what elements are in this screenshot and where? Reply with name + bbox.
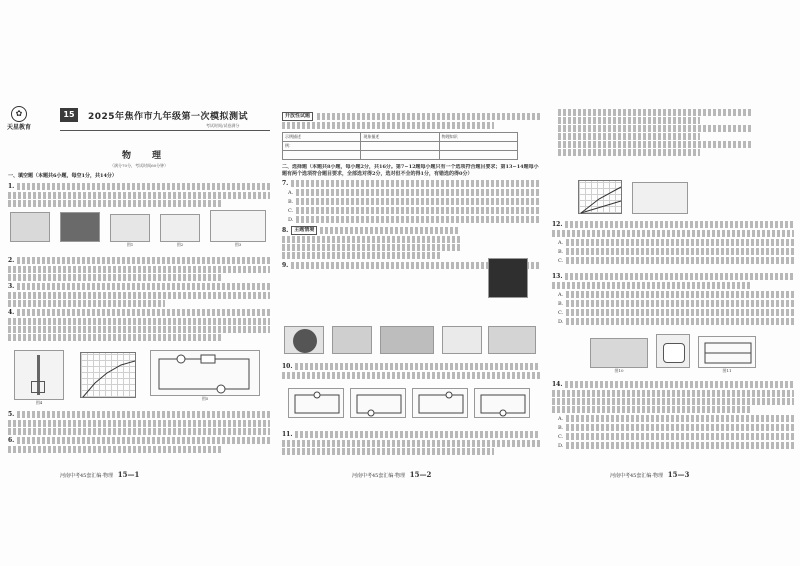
- figure-caption: 图2: [176, 242, 184, 247]
- question-text: [8, 300, 165, 307]
- question-6-number: 6.: [8, 437, 15, 444]
- figure-caption: 图11: [722, 368, 732, 373]
- footer-page-number: 15—3: [667, 470, 690, 479]
- question-text: [17, 183, 270, 190]
- question-7-number: 7.: [282, 180, 289, 187]
- question-text: [8, 266, 270, 273]
- option-text: [566, 424, 794, 431]
- figure-9a: [284, 326, 324, 354]
- score-info: （满分70分，考试时间60分钟）: [110, 163, 169, 168]
- option-d: D.: [558, 318, 564, 325]
- option-a: A.: [558, 291, 564, 298]
- option-text: [558, 133, 700, 140]
- logo-text: 天星教育: [6, 124, 31, 131]
- page-3-footer: [610, 470, 689, 479]
- graph-curve: [81, 353, 137, 399]
- figure-9c: [380, 326, 434, 354]
- footer-page-number: 15—2: [409, 470, 432, 479]
- option-text: [558, 109, 752, 116]
- question-text: [8, 292, 270, 299]
- question-text: [295, 431, 540, 438]
- figure-2: [160, 214, 200, 247]
- question-text: [282, 440, 540, 447]
- question-8-number: 8.: [282, 227, 289, 234]
- figure-graph-2: [578, 180, 622, 214]
- option-text: [566, 415, 794, 422]
- question-text: [8, 192, 270, 199]
- question-9-number: 9.: [282, 262, 289, 269]
- question-13: [552, 272, 794, 336]
- figure-container: [632, 182, 688, 214]
- question-text: [565, 381, 794, 388]
- figure-caption: 图5: [201, 396, 209, 401]
- table-header: 物理知识: [439, 133, 517, 142]
- option-text: [296, 207, 540, 214]
- option-text: [296, 198, 540, 205]
- question-text: [552, 282, 750, 289]
- question-text: [317, 113, 540, 120]
- option-text: [566, 239, 794, 246]
- figure-9e: [488, 326, 536, 354]
- option-c: C.: [288, 207, 294, 214]
- question-text: [552, 390, 794, 397]
- figure-9d: [442, 326, 482, 354]
- option-b: B.: [558, 424, 564, 431]
- question-text: [17, 283, 270, 290]
- option-text: [566, 309, 794, 316]
- question-text: [8, 318, 270, 325]
- question-4-number: 4.: [8, 309, 15, 316]
- option-a: A.: [558, 239, 564, 246]
- figure-11-circuit: [698, 336, 756, 373]
- question-11: [282, 430, 540, 464]
- header-rule: [60, 130, 270, 131]
- section-1-heading: 一、填空题（本题共6小题，每空1分，共14分）: [8, 173, 117, 179]
- option-circuit-b: [350, 388, 406, 418]
- question-13-number: 13.: [552, 273, 563, 280]
- option-c: C.: [558, 433, 564, 440]
- option-a: A.: [558, 415, 564, 422]
- option-text: [566, 318, 794, 325]
- question-text: [17, 257, 270, 264]
- footer-page-number: 15—1: [117, 470, 140, 479]
- figure-caption: 图3: [234, 242, 242, 247]
- page-2-footer: [352, 470, 431, 479]
- option-text: [566, 442, 794, 449]
- question-text: [8, 446, 223, 453]
- question-14: [552, 380, 794, 466]
- question-11-number: 11.: [282, 431, 293, 438]
- open-question-label: 开放性试题: [282, 112, 313, 121]
- figure-graph: [80, 352, 136, 398]
- context-label: 主题情境: [291, 226, 317, 235]
- question-text: [8, 420, 270, 427]
- figure-10: [590, 338, 648, 373]
- figure-caption: 图1: [126, 242, 134, 247]
- table-cell: [439, 151, 517, 160]
- option-text: [558, 141, 752, 148]
- option-d: D.: [558, 442, 564, 449]
- option-c: C.: [558, 309, 564, 316]
- exam-title: 2025年焦作市九年级第一次模拟测试: [88, 112, 249, 122]
- question-1-number: 1.: [8, 183, 15, 190]
- option-circuit-a: [288, 388, 344, 418]
- section-2-heading: 二、选择题（本题共8小题，每小题2分，共16分。第7~12题每小题只有一个选项符合题目要求；第13~14题每小题有两个选项符合题目要求，全部选对得2分，选对但不全的得1分，有错选的得0分）: [282, 164, 539, 177]
- figure-caption: 图10: [614, 368, 624, 373]
- star-logo-icon: ✿: [11, 106, 27, 122]
- table-cell: [439, 142, 517, 151]
- question-2-number: 2.: [8, 257, 15, 264]
- option-text: [558, 149, 700, 156]
- exam-meta: 考试时间/试卷满分: [206, 123, 240, 128]
- circuit-diagram: [151, 351, 261, 397]
- option-d: D.: [288, 216, 294, 223]
- question-3-number: 3.: [8, 283, 15, 290]
- option-text: [566, 300, 794, 307]
- figure-1a: [10, 212, 50, 242]
- question-text: [8, 334, 223, 341]
- question-10: [282, 362, 540, 382]
- question-text: [282, 122, 494, 129]
- table-cell: [361, 151, 439, 160]
- subject-title: 物 理: [122, 151, 168, 161]
- option-text: [566, 433, 794, 440]
- figure-1c: [110, 214, 150, 247]
- table-cell: [283, 151, 361, 160]
- question-text: [17, 411, 270, 418]
- option-a: A.: [288, 189, 294, 196]
- footer-series: 河南中考45套汇编·物理: [352, 473, 405, 479]
- option-text: [566, 291, 794, 298]
- question-text: [291, 180, 540, 187]
- question-10-number: 10.: [282, 363, 293, 370]
- figure-4-pulley: [14, 350, 64, 405]
- question-text: [295, 363, 540, 370]
- question-text: [8, 200, 223, 207]
- question-text: [17, 437, 270, 444]
- figure-5-circuit: [150, 350, 260, 401]
- answer-table: [282, 132, 518, 160]
- table-header: 示例描述: [283, 133, 361, 142]
- option-circuit-c: [412, 388, 468, 418]
- figure-caption: 图4: [35, 400, 43, 405]
- option-circuit-d: [474, 388, 530, 418]
- footer-series: 河南中考45套汇编·物理: [60, 473, 113, 479]
- question-text: [552, 406, 750, 413]
- question-text: [17, 309, 270, 316]
- question-text: [552, 398, 794, 405]
- figure-8-photo: [488, 258, 528, 298]
- question-text: [552, 230, 794, 237]
- table-cell: [361, 142, 439, 151]
- question-text: [282, 252, 442, 259]
- questions-2-4: [8, 256, 270, 344]
- figure-appliance: [656, 334, 690, 368]
- footer-series: 河南中考45套汇编·物理: [610, 473, 663, 479]
- question-text: [565, 221, 794, 228]
- paper-number-badge: 15: [60, 108, 78, 122]
- option-text: [296, 216, 540, 223]
- option-text: [558, 117, 700, 124]
- question-text: [8, 274, 223, 281]
- question-text: [565, 273, 794, 280]
- option-b: B.: [558, 248, 564, 255]
- figure-3-circuit: [210, 210, 266, 247]
- table-header: 现象描述: [361, 133, 439, 142]
- question-12: [552, 220, 794, 268]
- figure-1b: [60, 212, 100, 242]
- question-text: [8, 326, 270, 333]
- option-text: [558, 125, 752, 132]
- question-14-number: 14.: [552, 381, 563, 388]
- question-text: [282, 244, 462, 251]
- option-c: C.: [558, 257, 564, 264]
- table-cell: 例：: [283, 142, 361, 151]
- publisher-logo: [4, 106, 34, 134]
- option-text: [566, 257, 794, 264]
- question-12-number: 12.: [552, 221, 563, 228]
- figure-9b: [332, 326, 372, 354]
- question-text: [282, 372, 540, 379]
- question-text: [282, 236, 462, 243]
- page-1-footer: [60, 470, 139, 479]
- option-b: B.: [558, 300, 564, 307]
- option-text: [566, 248, 794, 255]
- question-text: [8, 428, 270, 435]
- question-text: [320, 227, 460, 234]
- page-3-top: [552, 108, 794, 178]
- question-5-number: 5.: [8, 411, 15, 418]
- option-text: [296, 189, 540, 196]
- question-text: [282, 448, 494, 455]
- option-b: B.: [288, 198, 294, 205]
- questions-5-6: [8, 410, 270, 468]
